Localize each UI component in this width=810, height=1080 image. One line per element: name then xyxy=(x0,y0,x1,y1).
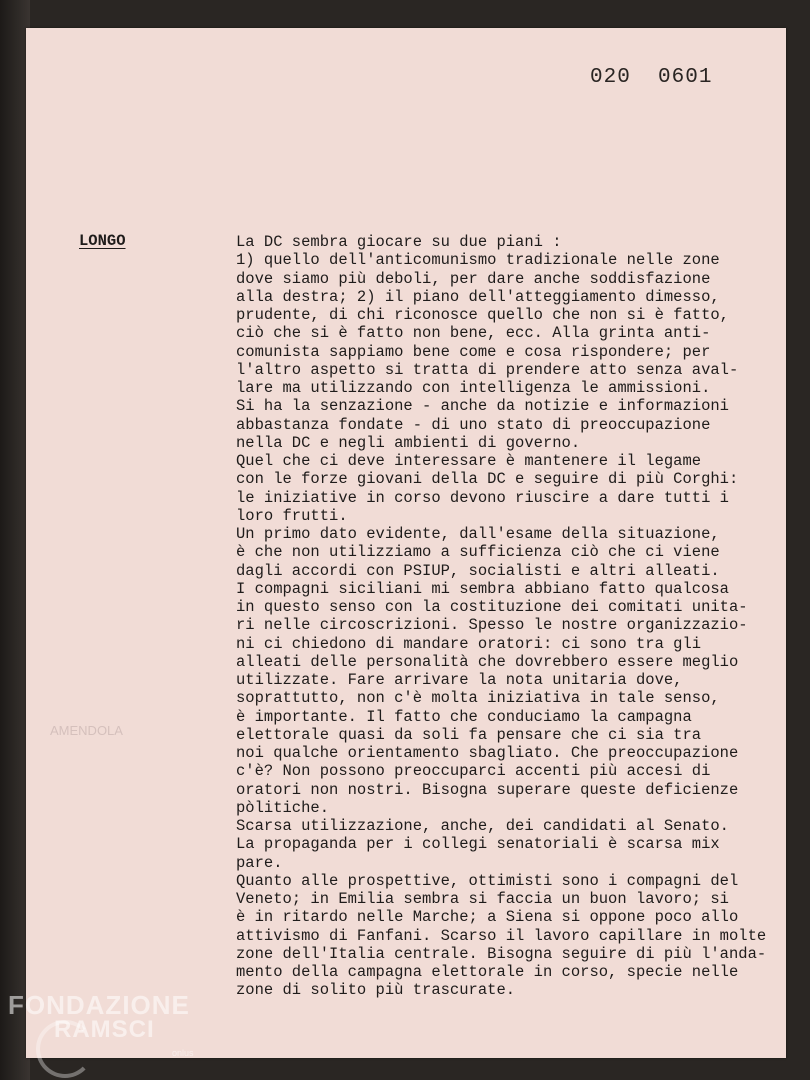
body-line: zone dell'Italia centrale. Bisogna seguire di più l'anda- xyxy=(236,944,767,963)
body-line: mento della campagna elettorale in corso, specie nelle xyxy=(236,963,739,981)
body-line: abbastanza fondate - di uno stato di preoccupazione xyxy=(236,415,711,434)
body-line: noi qualche orientamento sbagliato. Che preoccupazione xyxy=(236,744,739,762)
body-line: pòlitiche. xyxy=(236,798,330,817)
body-line: pare. xyxy=(236,853,283,872)
body-line: ri nelle circoscrizioni. Spesso le nostre organizzazio- xyxy=(236,616,748,635)
body-line: le iniziative in corso devono riuscire a dare tutti i xyxy=(236,488,729,507)
body-line: oratori non nostri. Bisogna superare queste deficienze xyxy=(236,780,739,799)
body-line: ni ci chiedono di mandare oratori: ci sono tra gli xyxy=(236,634,702,653)
body-line: loro frutti. xyxy=(236,506,348,525)
archive-watermark xyxy=(6,990,206,1070)
body-line: Si ha la senzazione - anche da notizie e informazioni xyxy=(236,397,729,416)
body-line: è in ritardo nelle Marche; a Siena si oppone poco allo xyxy=(236,908,739,927)
body-line: La propaganda per i collegi senatoriali è scarsa mix xyxy=(236,835,720,854)
body-line: utilizzate. Fare arrivare la nota unitaria dove, xyxy=(236,671,683,689)
body-line: è che non utilizziamo a sufficienza ciò che ci viene xyxy=(236,543,720,562)
document-number: 020 0601 xyxy=(590,66,713,89)
body-line: prudente, di chi riconosce quello che non si è fatto, xyxy=(236,306,729,324)
body-line: lare ma utilizzando con intelligenza le ammissioni. xyxy=(236,379,711,397)
body-line: c'è? Non possono preoccuparci accenti più accesi di xyxy=(236,762,711,781)
body-line: 1) quello dell'anticomunismo tradizionale nelle zone xyxy=(236,251,720,270)
body-line: Scarsa utilizzazione, anche, dei candidati al Senato. xyxy=(236,817,729,835)
body-line: nella DC e negli ambienti di governo. xyxy=(236,433,581,452)
body-line: alla destra; 2) il piano dell'atteggiamento dimesso, xyxy=(236,287,720,306)
body-line: dagli accordi con PSIUP, socialisti e altri alleati. xyxy=(236,561,720,580)
body-line: Un primo dato evidente, dall'esame della situazione, xyxy=(236,525,720,543)
body-line: La DC sembra giocare su due piani : xyxy=(236,233,562,251)
body-line: soprattutto, non c'è molta iniziativa in tale senso, xyxy=(236,689,720,708)
body-line: è importante. Il fatto che conduciamo la campagna xyxy=(236,707,692,726)
body-line: Veneto; in Emilia sembra si faccia un buon lavoro; si xyxy=(236,890,729,908)
body-line: attivismo di Fanfani. Scarso il lavoro capillare in molte xyxy=(236,926,767,945)
document-body xyxy=(236,233,781,1000)
body-line: I compagni siciliani mi sembra abbiano fatto qualcosa xyxy=(236,579,729,598)
watermark-line-3: onlus xyxy=(172,1048,194,1058)
body-line: zone di solito più trascurate. xyxy=(236,981,516,1000)
body-line: alleati delle personalità che dovrebbero essere meglio xyxy=(236,652,739,671)
body-line: ciò che si è fatto non bene, ecc. Alla grinta anti- xyxy=(236,324,711,343)
body-line: comunista sappiamo bene come e cosa rispondere; per xyxy=(236,342,711,361)
watermark-line-2: RAMSCI xyxy=(54,1016,155,1043)
body-line: Quanto alle prospettive, ottimisti sono i compagni del xyxy=(236,871,739,890)
speaker-name: LONGO xyxy=(79,232,126,250)
body-line: dove siamo più deboli, per dare anche soddisfazione xyxy=(236,269,711,288)
body-line: Quel che ci deve interessare è mantenere il legame xyxy=(236,452,702,470)
body-line: in questo senso con la costituzione dei comitati unita- xyxy=(236,598,748,616)
body-line: elettorale quasi da soli fa pensare che ci sia tra xyxy=(236,725,702,744)
body-line: l'altro aspetto si tratta di prendere atto senza aval- xyxy=(236,360,739,379)
watermark-line-1: FONDAZIONE xyxy=(8,990,190,1020)
body-line: con le forze giovani della DC e seguire di più Corghi: xyxy=(236,470,739,489)
bleed-through-text: AMENDOLA xyxy=(50,723,123,738)
